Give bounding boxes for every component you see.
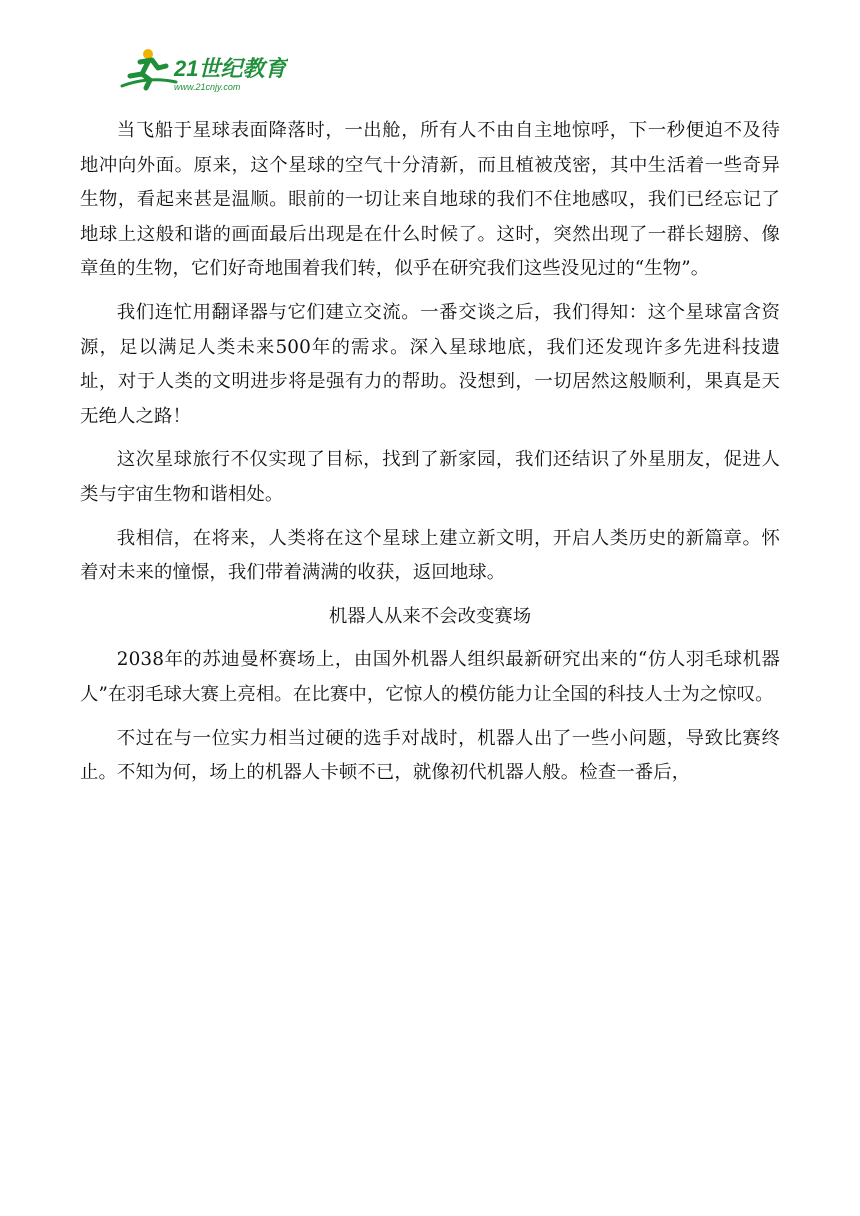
logo-url-text: www.21cnjy.com [174, 82, 241, 92]
section-paragraph-2: 不过在与一位实力相当过硬的选手对战时，机器人出了一些小问题，导致比赛终止。不知为何，场上的机器人卡顿不已，就像初代机器人般。检查一番后， [80, 727, 780, 784]
paragraph-1: 当飞船于星球表面降落时，一出舱，所有人不由自主地惊呼，下一秒便迫不及待地冲向外面。原来，这个星球的空气十分清新，而且植被茂密，其中生活着一些奇异生物，看起来甚是温顺。眼前的一切让来自地球的我们不住地感叹，我们已经忘记了地球上这般和谐的画面最后出现是在什么时候了。这时，突然出现了一群长翅膀、像章鱼的生物，它们好奇地围着我们转，似乎在研究我们这些没见过的“生物”。 [80, 120, 780, 280]
paragraph-3: 这次星球旅行不仅实现了目标，找到了新家园，我们还结识了外星朋友，促进人类与宇宙生物和谐相处。 [80, 449, 780, 505]
paragraph-2: 我们连忙用翻译器与它们建立交流。一番交谈之后，我们得知：这个星球富含资源，足以满足人类未来500年的需求。深入星球地底，我们还发现许多先进科技遗址，对于人类的文明进步将是强有力的帮助。没想到，一切居然这般顺利，果真是天无绝人之路！ [80, 301, 780, 427]
document-body [80, 114, 780, 800]
paragraph-4: 我相信，在将来，人类将在这个星球上建立新文明，开启人类历史的新篇章。怀着对未来的憧憬，我们带着满满的收获，返回地球。 [80, 527, 780, 584]
runner-logo-icon [118, 46, 288, 94]
site-logo [118, 46, 288, 94]
section-title: 机器人从来不会改变赛场 [328, 605, 532, 627]
logo-text: 21世纪教育 [174, 56, 287, 81]
section-paragraph-1: 2038年的苏迪曼杯赛场上，由国外机器人组织最新研究出来的“仿人羽毛球机器人”在羽毛球大赛上亮相。在比赛中，它惊人的模仿能力让全国的科技人士为之惊叹。 [80, 649, 780, 705]
